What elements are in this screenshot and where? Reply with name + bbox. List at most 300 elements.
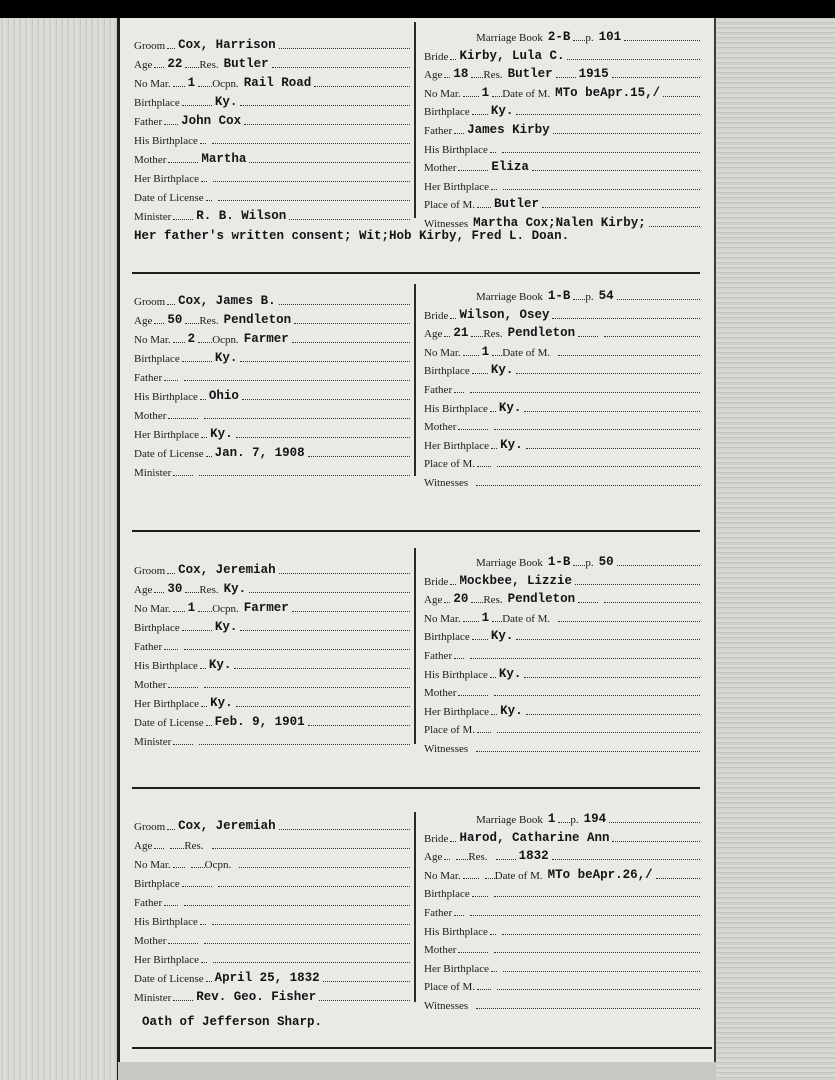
dotted-leader (609, 822, 700, 823)
groom-row (134, 188, 410, 204)
bride-row (424, 417, 700, 433)
dotted-leader (200, 924, 206, 925)
groom-row (134, 675, 410, 691)
dotted-leader (494, 429, 700, 430)
dotted-leader (490, 152, 496, 153)
groom-row (134, 969, 410, 985)
father-label: Father (134, 897, 163, 909)
bride-name: Mockbee, Lizzie (459, 573, 572, 588)
minister-label: Minister (134, 467, 172, 479)
bride-row (424, 399, 700, 415)
bride-res: Pendleton (507, 592, 576, 607)
dotted-leader (173, 475, 193, 476)
groom-row (134, 988, 410, 1004)
dotted-leader (470, 915, 700, 916)
dotted-leader (477, 207, 491, 208)
minister-label: Minister (134, 736, 172, 748)
age-label: Age (134, 315, 153, 327)
dotted-leader (218, 200, 410, 201)
bride-date-of-m: MTo beApr.15,/ (555, 85, 661, 100)
page-label: p. (570, 814, 579, 826)
groom-row (134, 732, 410, 748)
dotted-leader (526, 448, 700, 449)
age-label: Age (134, 840, 153, 852)
dotted-leader (456, 859, 468, 860)
groom-no-mar: 1 (187, 601, 196, 615)
birthplace-label: Birthplace (424, 631, 470, 644)
dotted-leader (308, 456, 410, 457)
bride-row (424, 47, 700, 63)
groom-row (134, 912, 410, 928)
groom-name: Cox, Jeremiah (178, 563, 276, 577)
marriage-book-row (476, 810, 700, 826)
dotted-leader (212, 924, 410, 925)
bride-row (424, 473, 700, 489)
ocpn-label: Ocpn. (212, 78, 239, 90)
bride-row (424, 959, 700, 975)
dotted-leader (458, 170, 488, 171)
dotted-leader (492, 96, 502, 97)
dotted-leader (470, 392, 700, 393)
dotted-leader (458, 695, 488, 696)
groom-her-birthplace: Ky. (210, 427, 233, 441)
res-label: Res. (483, 328, 503, 341)
dotted-leader (191, 867, 205, 868)
dotted-leader (168, 687, 198, 688)
dotted-leader (167, 829, 175, 830)
groom-row (134, 93, 410, 109)
dotted-leader (497, 989, 700, 990)
dotted-leader (199, 475, 410, 476)
dotted-leader (556, 77, 576, 78)
dotted-leader (212, 143, 410, 144)
bride-row (424, 720, 700, 736)
his-birthplace-label: His Birthplace (424, 925, 488, 938)
bride-label: Bride (424, 309, 449, 322)
bride-name: Harod, Catharine Ann (459, 830, 610, 845)
groom-birthplace: Ky. (214, 620, 238, 634)
scan-right-margin (716, 18, 835, 1080)
ocpn-label: Ocpn. (212, 334, 239, 346)
groom-row (134, 618, 410, 634)
groom-row (134, 292, 410, 308)
bride-row (424, 306, 700, 322)
dotted-leader (476, 485, 700, 486)
dotted-leader (279, 304, 410, 305)
bride-his-birthplace: Ky. (498, 666, 522, 681)
groom-row (134, 131, 410, 147)
bride-row (424, 866, 700, 882)
groom-row (134, 406, 410, 422)
dotted-leader (198, 342, 212, 343)
dotted-leader (663, 96, 700, 97)
bride-birthplace: Ky. (490, 104, 514, 119)
date-of-license-label: Date of License (134, 717, 204, 729)
dotted-leader (463, 355, 479, 356)
page-label: p. (585, 557, 594, 569)
dotted-leader (279, 573, 410, 574)
scan-bottom-strip (118, 1062, 716, 1080)
father-label: Father (134, 116, 163, 128)
dotted-leader (168, 943, 198, 944)
groom-ocpn: Rail Road (243, 76, 312, 90)
groom-label: Groom (134, 296, 166, 308)
dotted-leader (472, 639, 488, 640)
dotted-leader (170, 848, 184, 849)
dotted-leader (477, 732, 491, 733)
dotted-leader (173, 1000, 193, 1001)
groom-ocpn: Farmer (243, 601, 289, 615)
her-birthplace-label: Her Birthplace (424, 439, 490, 452)
dotted-leader (168, 418, 198, 419)
groom-row (134, 561, 410, 577)
dotted-leader (567, 59, 700, 60)
dotted-leader (323, 981, 410, 982)
bride-row (424, 739, 700, 755)
her-birthplace-label: Her Birthplace (134, 698, 200, 710)
bride-row (424, 572, 700, 588)
res-label: Res. (483, 69, 503, 82)
dotted-leader (164, 124, 178, 125)
minister-label: Minister (134, 211, 172, 223)
his-birthplace-label: His Birthplace (424, 143, 488, 156)
groom-row (134, 817, 410, 833)
groom-row (134, 874, 410, 890)
no-mar-label: No Mar. (134, 603, 171, 615)
scan-top-border (0, 0, 835, 18)
dotted-leader (532, 170, 700, 171)
dotted-leader (454, 392, 464, 393)
mother-label: Mother (424, 162, 457, 175)
birthplace-label: Birthplace (134, 622, 180, 634)
dotted-leader (494, 896, 700, 897)
age-label: Age (424, 851, 443, 864)
dotted-leader (204, 687, 410, 688)
dotted-leader (294, 323, 410, 324)
bride-row (424, 121, 700, 137)
no-mar-label: No Mar. (134, 859, 171, 871)
dotted-leader (184, 649, 410, 650)
her-birthplace-label: Her Birthplace (134, 429, 200, 441)
scan-left-edge-line (117, 18, 120, 1080)
groom-res: Pendleton (223, 313, 292, 327)
birthplace-label: Birthplace (424, 365, 470, 378)
dotted-leader (167, 573, 175, 574)
dotted-leader (164, 905, 178, 906)
age-label: Age (424, 594, 443, 607)
dotted-leader (289, 219, 410, 220)
marriage-book-label: Marriage Book (476, 32, 543, 44)
dotted-leader (649, 226, 700, 227)
her-birthplace-label: Her Birthplace (424, 705, 490, 718)
groom-age: 30 (167, 582, 183, 596)
dotted-leader (154, 67, 164, 68)
bride-father: James Kirby (467, 123, 550, 137)
no-mar-label: No Mar. (424, 869, 461, 882)
entry-column-divider (414, 22, 416, 218)
dotted-leader (182, 630, 212, 631)
bride-row (424, 847, 700, 863)
bride-no-mar: 1 (481, 344, 490, 359)
dotted-leader (558, 822, 570, 823)
her-birthplace-label: Her Birthplace (134, 954, 200, 966)
dotted-leader (185, 67, 199, 68)
father-label: Father (134, 372, 163, 384)
groom-no-mar: 2 (187, 332, 196, 346)
bride-his-birthplace: Ky. (498, 400, 522, 415)
bride-row (424, 65, 700, 81)
dotted-leader (292, 611, 410, 612)
bottom-separator (132, 1047, 712, 1049)
bride-row (424, 361, 700, 377)
dotted-leader (573, 40, 585, 41)
dotted-leader (552, 859, 700, 860)
groom-row (134, 207, 410, 223)
dotted-leader (444, 859, 450, 860)
dotted-leader (604, 602, 700, 603)
place-of-m-label: Place of M. (424, 981, 476, 994)
res-label: Res. (199, 584, 219, 596)
age-label: Age (424, 328, 443, 341)
bride-name: Wilson, Osey (459, 307, 550, 322)
ocpn-label: Ocpn. (204, 859, 232, 871)
dotted-leader (319, 1000, 410, 1001)
mother-label: Mother (134, 679, 167, 691)
res-label: Res. (199, 315, 219, 327)
groom-ocpn: Farmer (243, 332, 289, 346)
date-of-license-label: Date of License (134, 448, 204, 460)
mother-label: Mother (134, 154, 167, 166)
groom-birthplace: Ky. (214, 351, 238, 365)
bride-row (424, 590, 700, 606)
bride-row (424, 646, 700, 662)
groom-row (134, 330, 410, 346)
bride-age: 18 (453, 67, 469, 82)
dotted-leader (490, 934, 496, 935)
ocpn-label: Ocpn. (212, 603, 239, 615)
dotted-leader (308, 725, 410, 726)
dotted-leader (542, 207, 700, 208)
dotted-leader (578, 336, 598, 337)
birthplace-label: Birthplace (424, 106, 470, 119)
dotted-leader (154, 323, 164, 324)
dotted-leader (198, 611, 212, 612)
dotted-leader (494, 952, 700, 953)
dotted-leader (476, 1008, 700, 1009)
bride-label: Bride (424, 832, 449, 845)
dotted-leader (472, 373, 488, 374)
bride-row (424, 977, 700, 993)
groom-row (134, 150, 410, 166)
dotted-leader (526, 714, 700, 715)
dotted-leader (470, 658, 700, 659)
entry-column-divider (414, 548, 416, 744)
bride-her-birthplace: Ky. (500, 703, 523, 718)
groom-mother: Martha (201, 152, 247, 166)
dotted-leader (168, 162, 198, 163)
bride-row (424, 436, 700, 452)
dotted-leader (200, 143, 206, 144)
dotted-leader (173, 611, 185, 612)
date-of-m-label: Date of M. (494, 869, 543, 882)
marriage-book-row (476, 28, 700, 44)
groom-row (134, 599, 410, 615)
dotted-leader (213, 962, 410, 963)
dotted-leader (617, 299, 700, 300)
dotted-leader (279, 48, 410, 49)
dotted-leader (617, 565, 700, 566)
bride-place-of-m: Butler (494, 197, 540, 212)
bride-row (424, 84, 700, 100)
entry-separator (132, 530, 700, 532)
groom-birthplace: Ky. (214, 95, 238, 109)
her-birthplace-label: Her Birthplace (424, 962, 490, 975)
dotted-leader (497, 466, 700, 467)
dotted-leader (242, 399, 410, 400)
dotted-leader (472, 896, 488, 897)
entry-note: Her father's written consent; Wit;Hob Kirby, Fred L. Doan. (134, 229, 570, 243)
witnesses-label: Witnesses (424, 743, 469, 755)
bride-age: 21 (453, 326, 469, 341)
dotted-leader (485, 878, 495, 879)
entry-separator (132, 787, 700, 789)
groom-label: Groom (134, 40, 166, 52)
dotted-leader (492, 621, 502, 622)
groom-row (134, 836, 410, 852)
dotted-leader (454, 133, 464, 134)
dotted-leader (454, 915, 464, 916)
dotted-leader (204, 943, 410, 944)
dotted-leader (558, 355, 700, 356)
bride-birthplace: Ky. (490, 363, 514, 378)
entry-note: Oath of Jefferson Sharp. (142, 1015, 323, 1029)
res-label: Res. (184, 840, 204, 852)
dotted-leader (239, 867, 410, 868)
groom-row (134, 368, 410, 384)
res-label: Res. (468, 851, 488, 864)
bride-row (424, 665, 700, 681)
groom-row (134, 580, 410, 596)
bride-res-extra: 1832 (518, 849, 549, 864)
groom-age: 50 (167, 313, 183, 327)
dotted-leader (292, 342, 410, 343)
dotted-leader (173, 867, 185, 868)
bride-row (424, 940, 700, 956)
bride-name: Kirby, Lula C. (459, 48, 565, 63)
his-birthplace-label: His Birthplace (134, 135, 198, 147)
place-of-m-label: Place of M. (424, 199, 476, 212)
groom-row (134, 855, 410, 871)
page-label: p. (585, 32, 594, 44)
no-mar-label: No Mar. (134, 78, 171, 90)
dotted-leader (604, 336, 700, 337)
bride-row (424, 627, 700, 643)
minister-label: Minister (134, 992, 172, 1004)
dotted-leader (240, 361, 410, 362)
entry-separator (132, 272, 700, 274)
her-birthplace-label: Her Birthplace (134, 173, 200, 185)
dotted-leader (454, 658, 464, 659)
dotted-leader (314, 86, 410, 87)
dotted-leader (656, 878, 700, 879)
date-of-m-label: Date of M. (502, 87, 551, 100)
dotted-leader (612, 841, 700, 842)
dotted-leader (173, 342, 185, 343)
dotted-leader (279, 829, 410, 830)
bride-row (424, 177, 700, 193)
dotted-leader (184, 380, 410, 381)
birthplace-label: Birthplace (424, 888, 470, 901)
father-label: Father (424, 125, 453, 137)
groom-row (134, 656, 410, 672)
date-of-m-label: Date of M. (502, 612, 551, 625)
bride-row (424, 158, 700, 174)
dotted-leader (516, 639, 700, 640)
father-label: Father (424, 650, 453, 662)
mother-label: Mother (424, 687, 457, 700)
bride-row (424, 102, 700, 118)
dotted-leader (463, 621, 479, 622)
dotted-leader (240, 105, 410, 106)
bride-row (424, 609, 700, 625)
no-mar-label: No Mar. (424, 87, 461, 100)
groom-row (134, 311, 410, 327)
bride-row (424, 380, 700, 396)
date-of-license-label: Date of License (134, 973, 204, 985)
groom-label: Groom (134, 821, 166, 833)
dotted-leader (477, 989, 491, 990)
bride-row (424, 140, 700, 156)
groom-row (134, 713, 410, 729)
bride-row (424, 829, 700, 845)
dotted-leader (249, 162, 410, 163)
groom-row (134, 112, 410, 128)
mother-label: Mother (134, 410, 167, 422)
marriage-book-number: 1-B (547, 289, 571, 303)
date-of-m-label: Date of M. (502, 346, 551, 359)
dotted-leader (167, 304, 175, 305)
his-birthplace-label: His Birthplace (134, 916, 198, 928)
marriage-book-page: 50 (598, 555, 614, 569)
groom-row (134, 893, 410, 909)
dotted-leader (502, 934, 700, 935)
dotted-leader (503, 189, 700, 190)
dotted-leader (472, 114, 488, 115)
groom-row (134, 74, 410, 90)
entry-column-divider (414, 812, 416, 1002)
marriage-book-page: 54 (598, 289, 614, 303)
groom-row (134, 637, 410, 653)
bride-label: Bride (424, 575, 449, 588)
dotted-leader (244, 124, 410, 125)
dotted-leader (471, 77, 483, 78)
res-label: Res. (199, 59, 219, 71)
bride-row (424, 903, 700, 919)
groom-row (134, 444, 410, 460)
dotted-leader (463, 96, 479, 97)
groom-no-mar: 1 (187, 76, 196, 90)
dotted-leader (249, 592, 410, 593)
dotted-leader (516, 114, 700, 115)
bride-label: Bride (424, 50, 449, 63)
bride-row (424, 884, 700, 900)
dotted-leader (185, 592, 199, 593)
groom-his-birthplace: Ky. (208, 658, 232, 672)
dotted-leader (164, 380, 178, 381)
dotted-leader (624, 40, 700, 41)
groom-row (134, 931, 410, 947)
mother-label: Mother (424, 421, 457, 434)
